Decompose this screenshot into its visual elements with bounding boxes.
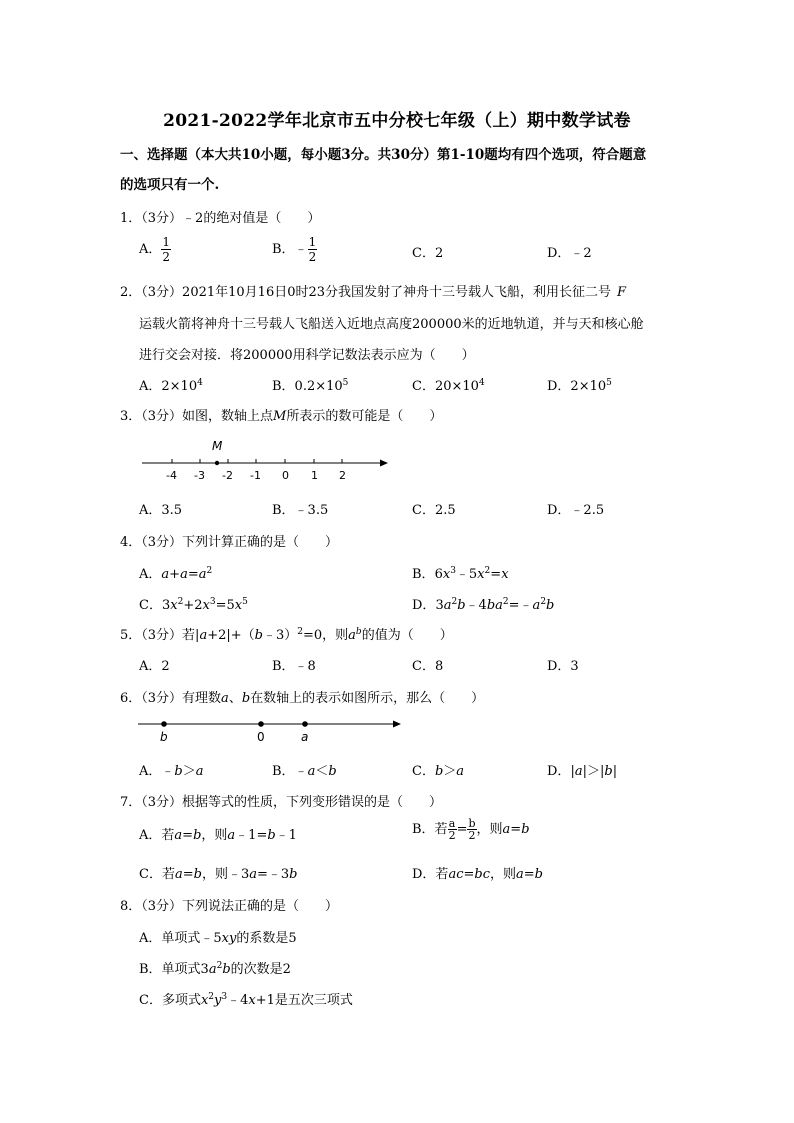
tick-label: 0 [282, 469, 289, 482]
option-text: A．单项式﹣5 [139, 931, 222, 946]
question-4-stem: 4．（3分）下列计算正确的是（ ） [120, 535, 339, 550]
tick-label: -2 [222, 469, 233, 482]
question-5-stem: 5．（3分）若|a+2|+（b﹣3）$^2$=0，则$a^b$的值为（ ） [120, 627, 453, 643]
denominator: 2 [448, 829, 456, 842]
question-2-option-c [412, 375, 485, 394]
option-label: D． [547, 764, 571, 779]
question-2-text: 2．（3分）2021年10月16日0时23分我国发射了神舟十三号载人飞船，利用长征二号 [120, 285, 612, 300]
option-text: 是五次三项式 [274, 993, 353, 1008]
question-7-option-a: A．若a=b，则a﹣1=b﹣1 [139, 828, 297, 843]
question-7-option-c: C．若a=b，则﹣3a=﹣3b [139, 867, 298, 882]
question-1-option-a [139, 235, 171, 264]
question-1-stem: 1．（3分）﹣2的绝对值是（ ） [120, 211, 321, 226]
number-line-figure-q6 [130, 712, 410, 746]
option-base: C．20×10 [412, 379, 479, 394]
axis-arrow [380, 460, 388, 467]
point-zero [258, 721, 264, 727]
option-label: D．若 [412, 867, 449, 882]
fraction [467, 818, 476, 841]
number-line-figure-q3 [130, 435, 400, 487]
tick-label: -1 [250, 469, 261, 482]
numerator: a [448, 817, 456, 830]
question-5-option-a: A．2 [139, 659, 170, 674]
question-2-option-b [272, 375, 348, 394]
exponent: 4 [478, 378, 485, 388]
question-6-option-c: C．b＞a [412, 764, 465, 779]
tick-label: -4 [166, 469, 177, 482]
question-1-option-d: D．﹣2 [547, 246, 592, 261]
point-a [302, 721, 308, 727]
stem-text: 在数轴上的表示如图所示，那么（ ） [250, 691, 485, 706]
question-2-line3: 进行交会对接．将200000用科学记数法表示应为（ ） [139, 348, 475, 363]
question-6-stem: 6．（3分）有理数a、b在数轴上的表示如图所示，那么（ ） [120, 691, 485, 706]
stem-text: 、 [228, 691, 242, 706]
question-4-option-c: C．$3x^2+2x^3=5x^5$ [139, 597, 248, 613]
option-label: B． [412, 567, 435, 582]
question-2-line2: 运载火箭将神舟十三号载人飞船送入近地点高度200000米的近地轨道，并与天和核心舱 [139, 317, 644, 332]
point-b [161, 721, 167, 727]
exponent: 5 [342, 378, 349, 388]
fraction [308, 235, 318, 264]
fraction [161, 235, 171, 264]
point-b-label: b [160, 730, 168, 744]
option-label: A． [139, 764, 162, 779]
stem-text: 3．（3分）如图，数轴上点 [120, 409, 274, 424]
question-5-option-b: B．﹣8 [272, 659, 316, 674]
option-label: A．若 [139, 828, 175, 843]
option-base: D．2×10 [547, 379, 607, 394]
option-text: 的系数是5 [236, 931, 297, 946]
option-text: B．单项式3 [139, 962, 209, 977]
question-8-option-b: B．单项式$3a^2b$的次数是2 [139, 961, 291, 977]
question-3-option-a: A．3.5 [139, 503, 183, 518]
option-label: B．﹣ [272, 242, 308, 257]
denominator: 2 [468, 829, 476, 842]
section-heading [120, 140, 690, 200]
question-6-option-b: B．﹣a＜b [272, 764, 337, 779]
question-3-option-b: B．﹣3.5 [272, 503, 329, 518]
stem-text: 6．（3分）有理数 [120, 691, 222, 706]
tick-marks [172, 459, 342, 463]
exponent: 4 [197, 378, 203, 388]
point-zero-label: 0 [257, 730, 265, 744]
tick-label: 2 [339, 469, 346, 482]
point-m [215, 461, 219, 465]
tick-label: 1 [311, 469, 318, 482]
question-6-option-a: A．﹣b＞a [139, 764, 204, 779]
question-5-option-c: C．8 [412, 659, 444, 674]
exponent: 5 [606, 378, 612, 388]
page-title: 2021-2022学年北京市五中分校七年级（上）期中数学试卷 [163, 111, 631, 131]
option-label: B．若 [412, 822, 448, 837]
axis-arrow [393, 721, 401, 728]
variable-f: F [617, 285, 627, 300]
option-base: B．0.2×10 [272, 379, 343, 394]
option-label: C． [139, 598, 162, 613]
numerator: b [468, 817, 476, 830]
denominator: 2 [162, 250, 171, 264]
variable-m: M [273, 409, 287, 424]
question-1-option-c: C．2 [412, 246, 444, 261]
tick-label: -3 [194, 469, 205, 482]
question-4-option-b: B．$6x^3﹣5x^2=x$ [412, 566, 509, 582]
question-7-stem: 7．（3分）根据等式的性质，下列变形错误的是（ ） [120, 795, 443, 810]
option-text: 的次数是2 [230, 962, 291, 977]
option-label: C．若 [139, 867, 175, 882]
question-1-option-b [272, 235, 317, 264]
option-label: A． [139, 242, 162, 257]
stem-text: 所表示的数可能是（ ） [286, 409, 443, 424]
question-7-option-d: D．若ac=bc，则a=b [412, 867, 543, 882]
option-text: C．多项式 [139, 993, 201, 1008]
question-8-option-c: C．多项式$x^2y^3﹣4x+1$是五次三项式 [139, 992, 353, 1008]
point-a-label: a [301, 730, 309, 744]
option-label: D． [412, 598, 436, 613]
question-2-line1 [120, 281, 626, 300]
question-8-option-a: A．单项式﹣5xy的系数是5 [139, 931, 297, 946]
question-3-option-c: C．2.5 [412, 503, 456, 518]
question-6-option-d: D．|a|＞|b| [547, 764, 618, 779]
option-base: A．2×10 [139, 379, 198, 394]
question-2-option-d [547, 375, 612, 394]
point-m-label: M [212, 439, 223, 453]
numerator: 1 [308, 235, 317, 249]
section-heading-line2: 的选项只有一个. [120, 177, 220, 193]
question-8-stem: 8．（3分）下列说法正确的是（ ） [120, 899, 339, 914]
numerator: 1 [162, 235, 171, 249]
option-label: B． [272, 764, 295, 779]
denominator: 2 [308, 250, 317, 264]
question-4-option-d: D．$3a^2b﹣4ba^2=﹣a^2b$ [412, 597, 555, 613]
question-3-option-d: D．﹣2.5 [547, 503, 605, 518]
question-7-option-b: B．若 $\frac{a}{2}$ = $\frac{b}{2}$ ，则a=b [412, 817, 530, 842]
fraction [448, 818, 457, 841]
question-4-option-a: A．$a+a=a^2$ [139, 566, 213, 582]
question-3-stem [120, 405, 442, 424]
section-heading-line1: 一、选择题（本大共10小题，每小题3分。共30分）第1-10题均有四个选项，符合题意 [120, 147, 647, 163]
question-2-option-a [139, 375, 203, 394]
question-5-option-d: D．3 [547, 659, 579, 674]
option-label: A． [139, 567, 162, 582]
option-label: C． [412, 764, 435, 779]
